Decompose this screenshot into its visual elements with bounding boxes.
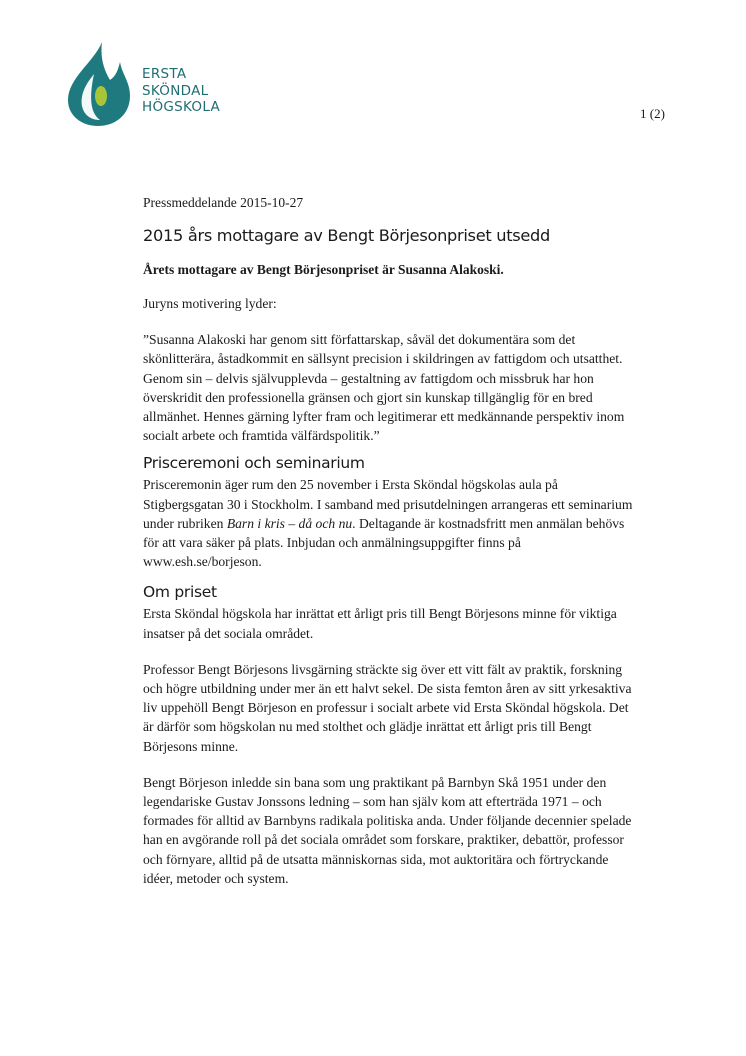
prize-paragraph-2: Professor Bengt Börjesons livsgärning sträckte sig över ett vitt fält av praktik, forskning och högre utbildning under mer än ett halvt sekel. De sista femton åren av sitt yrkesaktiva liv uppehöll Bengt Börjeson en professur i socialt arbete vid Ersta Sköndal högskola. Det är därför som högskolan nu med stolthet och glädje inrättat ett årligt pris till Bengt Börjesons minne. bbox=[143, 661, 632, 754]
logo-wordmark bbox=[142, 66, 220, 116]
document-title: 2015 års mottagare av Bengt Börjesonpriset utsedd bbox=[143, 226, 550, 245]
logo-line: HÖGSKOLA bbox=[142, 99, 221, 115]
logo-line: ERSTA bbox=[142, 66, 187, 82]
ceremony-text-a: Prisceremonin äger rum den 25 november i Ersta Sköndal högskolas aula på Stigbergsgatan 30 i Stockholm. I samband med prisutdelningen arrangeras ett seminarium under rubriken bbox=[143, 477, 633, 531]
section-heading-ceremony: Prisceremoni och seminarium bbox=[143, 454, 365, 473]
lead-paragraph: Årets mottagare av Bengt Börjesonpriset är Susanna Alakoski. bbox=[143, 262, 504, 277]
prize-paragraph-1: Ersta Sköndal högskola har inrättat ett årligt pris till Bengt Börjesons minne för viktiga insatser på det sociala området. bbox=[143, 606, 617, 641]
intro-paragraph: Juryns motivering lyder: bbox=[143, 296, 277, 311]
ceremony-text-b: . Deltagande är kostnadsfritt men anmälan behövs för att vara säker på plats. Inbjudan och anmälningsuppgifter finns på www.esh.se/borjeson. bbox=[143, 515, 625, 570]
ceremony-paragraph bbox=[143, 475, 633, 571]
section-heading-prize: Om priset bbox=[143, 583, 217, 602]
page-number: 1 (2) bbox=[640, 106, 665, 121]
prize-paragraph-3: Bengt Börjeson inledde sin bana som ung praktikant på Barnbyn Skå 1951 under den legendariske Gustav Jonssons ledning – som han själv kom att efterträda 1971 – och formades för alltid av Barnbyns radikala politiska anda. Under följande decennier spelade han en avgörande roll på det sociala området som forskare, praktiker, debattör, professor och förnyare, alltid på de utsatta människornas sida, mot auktoritära och förtryckande idéer, metoder och system. bbox=[143, 774, 632, 886]
seminar-title: Barn i kris – då och nu bbox=[226, 515, 353, 531]
document-body bbox=[143, 195, 633, 905]
drop-logo-icon bbox=[64, 40, 138, 130]
logo-line: SKÖNDAL bbox=[142, 82, 209, 99]
press-release-date: Pressmeddelande 2015-10-27 bbox=[143, 195, 304, 210]
logo bbox=[64, 40, 234, 130]
jury-quote: ”Susanna Alakoski har genom sitt författarskap, såväl det dokumentära som det skönlitterära, åstadkommit en sällsynt precision i skildringen av fattigdom och utsatthet. Genom sin – delvis självupplevda – gestaltning av fattigdom och missbruk har hon överskridit den professionella gränsen och gjort sin kunskap tillgänglig för en bred allmänhet. Hennes gärning lyfter fram och legitimerar ett medkännande perspektiv inom socialt arbete och framtida välfärdspolitik.” bbox=[143, 332, 625, 444]
